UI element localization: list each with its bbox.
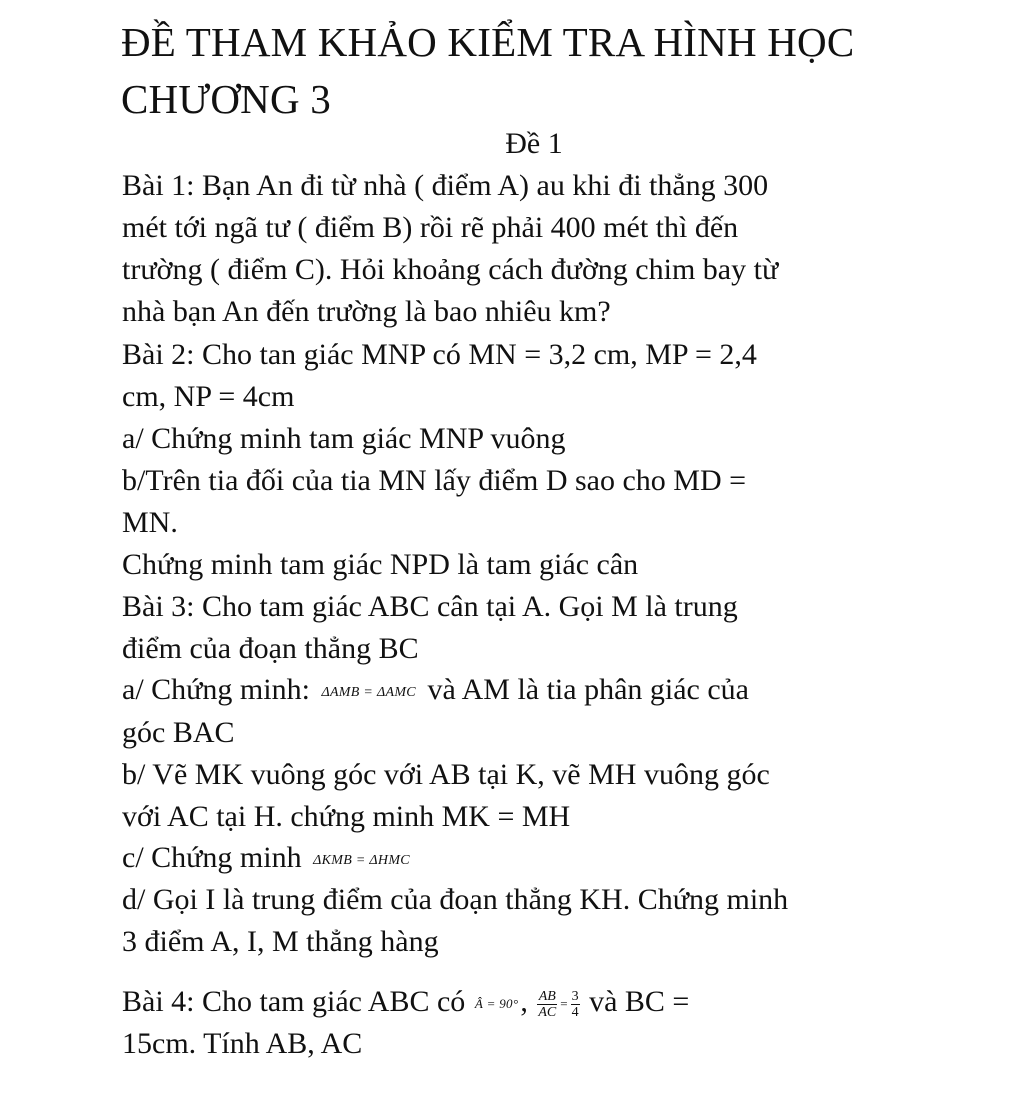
bai3-part-c [122,838,414,881]
bai3-part-b-line-2: với AC tại H. chứng minh MK = MH [122,800,571,833]
bai4-ratio-numerator: AB [538,988,556,1004]
bai4-line-1 [122,982,689,1024]
bai3-line-1: Bài 3: Cho tam giác ABC cân tại A. Gọi M là trung [122,590,738,623]
bai3-line-2: điểm của đoạn thẳng BC [122,632,419,665]
bai3-part-b-line-1: b/ Vẽ MK vuông góc với AB tại K, vẽ MH vuông góc [122,758,770,791]
bai2-part-b-line-2: MN. [122,506,178,539]
bai3-part-c-formula: ΔKMB = ΔHMC [313,853,410,868]
bai3-part-a-prefix: a/ Chứng minh: [122,673,318,706]
bai2-part-b-line-3: Chứng minh tam giác NPD là tam giác cân [122,548,639,581]
bai1-line-4: nhà bạn An đến trường là bao nhiêu km? [122,295,611,328]
bai4-value-denominator: 4 [571,1004,579,1020]
bai4-ratio-fraction [537,989,557,1020]
bai3-part-c-prefix: c/ Chứng minh [122,841,310,874]
bai4-equals: = [560,996,568,1012]
bai4-value-numerator: 3 [571,988,579,1004]
bai4-angle: Â = 90° [474,996,519,1011]
bai4-comma: , [520,985,536,1018]
bai1-line-1: Bài 1: Bạn An đi từ nhà ( điểm A) au khi đi thẳng 300 [122,169,769,202]
bai2-part-b-line-1: b/Trên tia đối của tia MN lấy điểm D sao cho MD = [122,464,747,497]
bai4-suffix: và BC = [581,985,690,1018]
bai3-part-a-suffix: và AM là tia phân giác của [419,673,749,706]
bai2-part-a: a/ Chứng minh tam giác MNP vuông [122,422,566,455]
bai1-line-3: trường ( điểm C). Hỏi khoảng cách đường chim bay từ [122,253,779,286]
bai4-prefix: Bài 4: Cho tam giác ABC có [122,985,473,1018]
bai1-line-2: mét tới ngã tư ( điểm B) rồi rẽ phải 400 mét thì đến [122,211,739,244]
bai2-line-1: Bài 2: Cho tan giác MNP có MN = 3,2 cm, MP = 2,4 [122,338,757,371]
bai3-part-a-line-2: góc BAC [122,716,235,749]
bai3-part-a-formula: ΔAMB = ΔAMC [321,685,416,700]
exam-number: Đề 1 [505,127,563,160]
bai2-line-2: cm, NP = 4cm [122,380,295,413]
bai4-ratio-denominator: AC [538,1004,557,1020]
bai3-part-a-line-1 [122,670,749,713]
bai3-part-d-line-2: 3 điểm A, I, M thẳng hàng [122,925,439,958]
bai4-value-fraction [571,989,580,1020]
bai4-line-2: 15cm. Tính AB, AC [122,1027,363,1060]
bai3-part-d-line-1: d/ Gọi I là trung điểm của đoạn thẳng KH. Chứng minh [122,883,789,916]
document-title: ĐỀ THAM KHẢO KIỂM TRA HÌNH HỌC CHƯƠNG 3 [121,19,855,122]
